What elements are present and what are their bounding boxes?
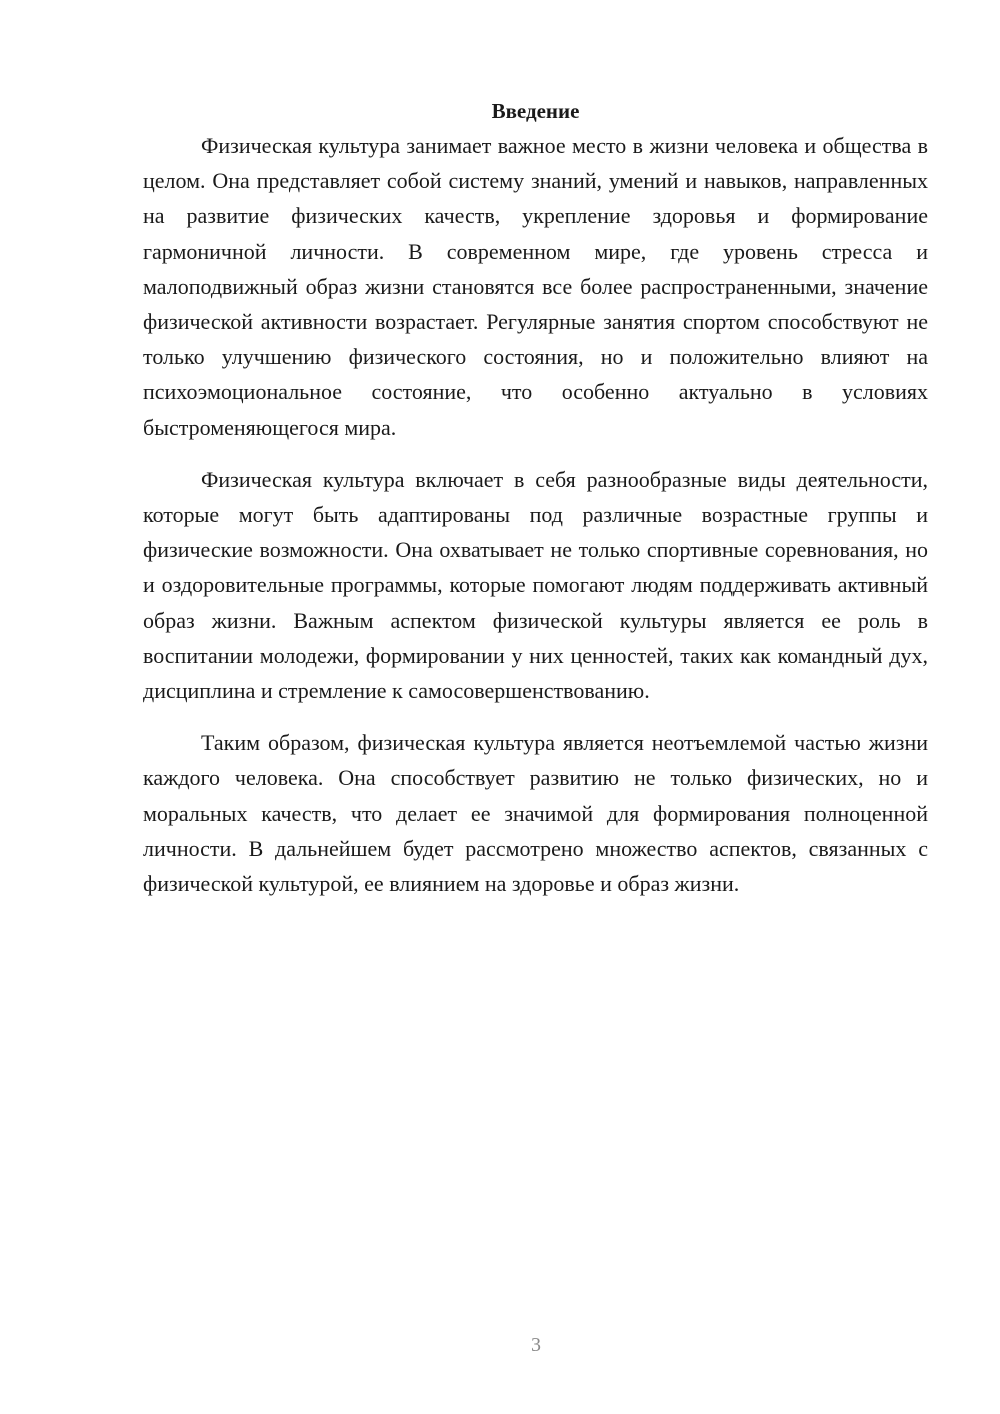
page-number: 3 xyxy=(531,1334,541,1356)
paragraph-1: Физическая культура занимает важное место в жизни человека и общества в целом. Она представляет собой систему знаний, умений и навыков, направленных на развитие физических качеств, укрепление здоровья и формирование гармоничной личности. В современном мире, где уровень стресса и малоподвижный образ жизни становятся все более распространенными, значение физической активности возрастает. Регулярные занятия спортом способствуют не только улучшению физического состояния, но и положительно влияют на психоэмоциональное состояние, что особенно актуально в условиях быстроменяющегося мира. xyxy=(143,133,928,440)
paragraph-3: Таким образом, физическая культура является неотъемлемой частью жизни каждого человека. Она способствует развитию не только физических, но и моральных качеств, что делает ее значимой для формирования полноценной личности. В дальнейшем будет рассмотрено множество аспектов, связанных с физической культурой, ее влиянием на здоровье и образ жизни. xyxy=(143,730,928,897)
paragraph-2: Физическая культура включает в себя разнообразные виды деятельности, которые могут быть адаптированы под различные возрастные группы и физические возможности. Она охватывает не только спортивные соревнования, но и оздоровительные программы, которые помогают людям поддерживать активный образ жизни. Важным аспектом физической культуры является ее роль в воспитании молодежи, формировании у них ценностей, таких как командный дух, дисциплина и стремление к самосовершенствованию. xyxy=(143,466,928,704)
section-heading: Введение xyxy=(491,99,580,123)
page-content xyxy=(143,96,928,918)
